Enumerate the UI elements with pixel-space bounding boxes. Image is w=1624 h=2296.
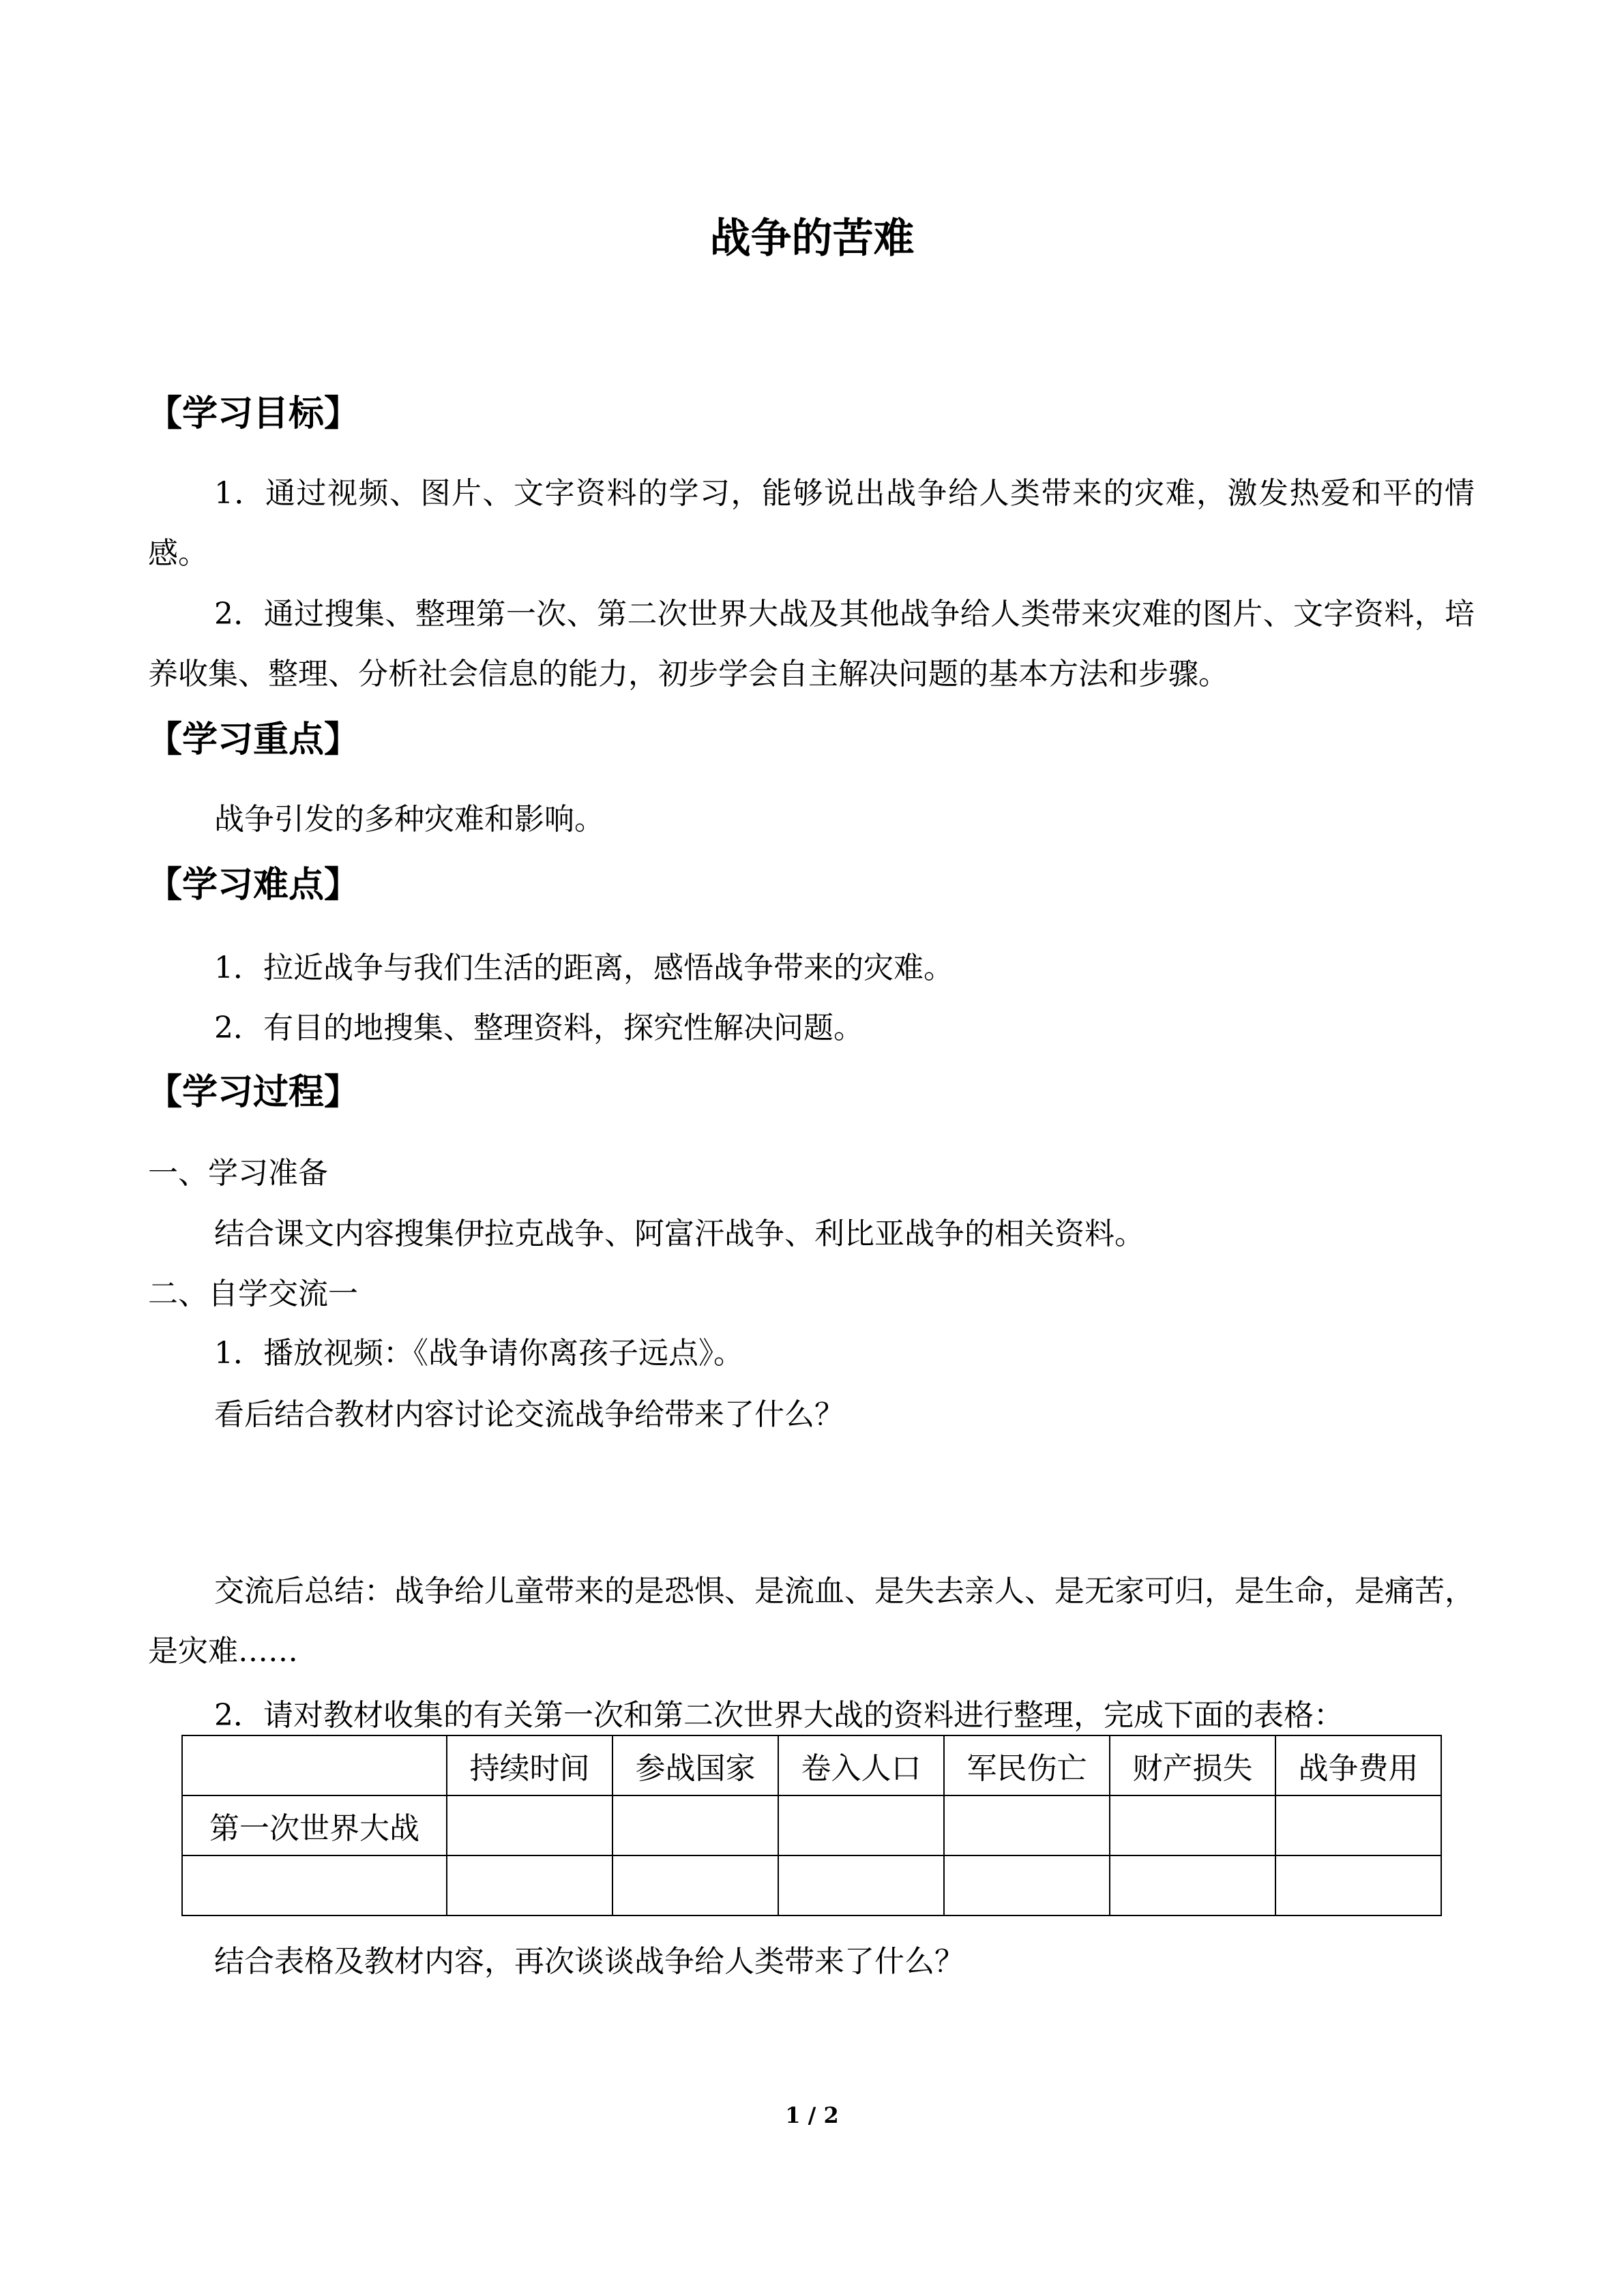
table-header-cell: 财产损失: [1110, 1735, 1275, 1795]
table-cell: [1275, 1795, 1441, 1855]
table-row: [182, 1795, 1441, 1855]
key-points-text: 战争引发的多种灾难和影响。: [214, 802, 604, 837]
section2-item-1: 1．播放视频：《战争请你离孩子远点》。: [214, 1336, 743, 1371]
page-number: 1 / 2: [785, 2102, 839, 2128]
table-cell: 第一次世界大战: [182, 1795, 447, 1855]
table-cell: [612, 1855, 778, 1915]
section2-title: 二、自学交流一: [148, 1277, 358, 1311]
difficulty-item-1: 1．拉近战争与我们生活的距离，感悟战争带来的灾难。: [214, 951, 954, 985]
section2-item-2: 2．请对教材收集的有关第一次和第二次世界大战的资料进行整理，完成下面的表格：: [214, 1698, 1344, 1733]
table-cell: [1110, 1795, 1275, 1855]
section1-text: 结合课文内容搜集伊拉克战争、阿富汗战争、利比亚战争的相关资料。: [214, 1217, 1145, 1251]
table-cell: [612, 1795, 778, 1855]
table-header-cell: 战争费用: [1275, 1735, 1441, 1795]
table-cell: [778, 1795, 944, 1855]
section2-summary: 交流后总结：战争给儿童带来的是恐惧、是流血、是失去亲人、是无家可归，是生命，是痛苦，是灾难……: [148, 1574, 1475, 1669]
key-points-heading: 【学习重点】: [147, 719, 360, 760]
page-title: 战争的苦难: [709, 215, 915, 263]
objective-item-1: 1．通过视频、图片、文字资料的学习，能够说出战争给人类带来的灾难，激发热爱和平的情感。: [148, 476, 1475, 571]
difficulties-heading: 【学习难点】: [147, 865, 360, 906]
table-header-cell: 卷入人口: [778, 1735, 944, 1795]
table-cell: [447, 1855, 612, 1915]
objective-item-2: 2．通过搜集、整理第一次、第二次世界大战及其他战争给人类带来灾难的图片、文字资料，培养收集、整理、分析社会信息的能力，初步学会自主解决问题的基本方法和步骤。: [148, 597, 1475, 691]
table-header-cell: 持续时间: [447, 1735, 612, 1795]
table-row: [182, 1855, 1441, 1915]
table-header-cell: 参战国家: [612, 1735, 778, 1795]
difficulty-item-2: 2．有目的地搜集、整理资料，探究性解决问题。: [214, 1011, 863, 1045]
table-cell: [447, 1795, 612, 1855]
process-heading: 【学习过程】: [147, 1072, 360, 1113]
table-header-cell: [182, 1735, 447, 1795]
table-header-cell: 军民伤亡: [944, 1735, 1110, 1795]
table-header-row: [182, 1735, 1441, 1795]
table-cell: [1275, 1855, 1441, 1915]
table-cell: [944, 1795, 1110, 1855]
table-cell: [778, 1855, 944, 1915]
section1-title: 一、学习准备: [148, 1156, 328, 1191]
war-data-table: [181, 1735, 1442, 1916]
table-cell: [1110, 1855, 1275, 1915]
table-cell: [182, 1855, 447, 1915]
section2-question-1: 看后结合教材内容讨论交流战争给带来了什么？: [214, 1397, 844, 1432]
table-cell: [944, 1855, 1110, 1915]
section2-question-2: 结合表格及教材内容，再次谈谈战争给人类带来了什么？: [214, 1944, 964, 1979]
objectives-heading: 【学习目标】: [147, 393, 360, 434]
